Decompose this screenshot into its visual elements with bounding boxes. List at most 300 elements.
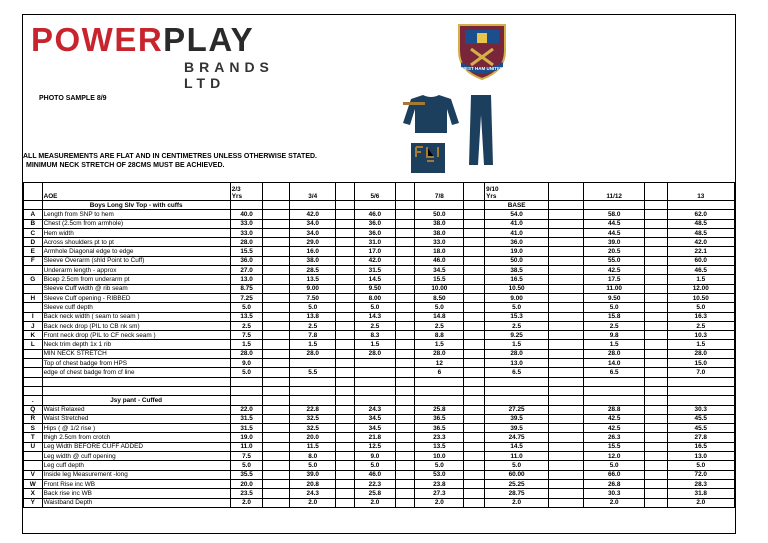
measurement-cell [395,442,415,451]
size-header-cell [549,183,584,201]
measurement-cell [645,433,667,442]
measurement-cell: 2.5 [415,321,464,330]
measurement-cell [464,424,485,433]
measurement-cell [263,442,290,451]
table-row [24,368,735,377]
row-letter: . [24,396,43,405]
measurement-cell [464,228,485,237]
row-label: Waist Relaxed [42,405,230,414]
measurement-cell: 9.00 [485,293,549,302]
row-letter [24,266,43,275]
measurement-cell: 5.0 [230,461,263,470]
table-row [24,386,735,395]
size-header-cell [336,183,355,201]
measurement-cell: 20.0 [230,479,263,488]
row-letter: S [24,424,43,433]
measurement-cell: 2.5 [230,321,263,330]
measurement-cell [549,238,584,247]
table-row [24,424,735,433]
measurement-cell [464,461,485,470]
measurement-cell: 2.5 [355,321,396,330]
measurement-cell: 28.0 [667,349,734,358]
measurement-cell: 5.5 [290,368,336,377]
measurement-cell [230,396,263,405]
measurement-cell [645,386,667,395]
measurement-cell [263,321,290,330]
table-row [24,321,735,330]
measurement-cell: 13.0 [667,452,734,461]
measurement-cell [645,303,667,312]
measurement-cell: 6 [415,368,464,377]
row-label: Sleeve Overarm (shld Point to Cuff) [42,256,230,265]
measurement-cell: 28.75 [485,489,549,498]
measurement-cell: 33.0 [230,228,263,237]
measurement-cell: 22.8 [290,405,336,414]
size-header-cell: 13 [667,183,734,201]
measurement-cell: 5.0 [230,303,263,312]
measurement-cell [336,284,355,293]
row-letter: W [24,479,43,488]
measurement-cell [355,359,396,368]
measurement-cell: 2.5 [290,321,336,330]
measurement-cell [263,210,290,219]
measurement-cell [645,405,667,414]
measurement-cell [549,331,584,340]
measurement-cell [549,470,584,479]
row-label: Leg width @ cuff opening [42,452,230,461]
measurement-cell [645,256,667,265]
measurement-cell [464,442,485,451]
measurement-cell: 27.3 [415,489,464,498]
measurement-cell [395,331,415,340]
row-label: edge of chest badge from cf line [42,368,230,377]
measurement-cell [263,386,290,395]
measurement-cell [415,201,464,210]
measurement-cell: 1.5 [583,340,645,349]
measurement-cell [549,340,584,349]
measurement-cell: 28.0 [230,349,263,358]
measurement-cell [336,414,355,423]
measurement-cell [395,396,415,405]
row-label: Jsy pant - Cuffed [42,396,230,405]
measurement-cell: 50.0 [415,210,464,219]
measurement-cell [336,461,355,470]
row-label: Boys Long Slv Top - with cuffs [42,201,230,210]
measurement-cell: 28.8 [583,405,645,414]
measurement-cell [263,201,290,210]
logo-power: POWER [31,21,164,58]
measurement-cell: 23.5 [230,489,263,498]
measurement-cell: 22.1 [667,247,734,256]
measurement-cell [645,293,667,302]
table-row [24,340,735,349]
table-row [24,238,735,247]
measurement-cell: 29.0 [290,238,336,247]
measurement-cell [263,452,290,461]
measurement-cell: 9.0 [355,452,396,461]
size-header-cell [645,183,667,201]
measurement-cell [464,498,485,507]
row-label: Bicep 2.5cm from underarm pt [42,275,230,284]
measurement-cell [464,266,485,275]
table-row [24,442,735,451]
measurement-cell: 39.5 [485,424,549,433]
measurement-cell: 21.8 [355,433,396,442]
measurement-cell: 26.8 [583,479,645,488]
measurement-cell: 12.00 [667,284,734,293]
badge-icon [411,143,445,173]
measurement-cell [263,293,290,302]
measurement-cell: 24.3 [290,489,336,498]
measurement-cell [230,377,263,386]
measurement-cell [395,266,415,275]
measurement-cell [549,479,584,488]
size-header-cell [464,183,485,201]
note-line-2: MINIMUM NECK STRETCH OF 28CMS MUST BE ACHIEVED. [26,162,225,169]
row-letter: A [24,210,43,219]
measurement-cell [549,386,584,395]
measurement-cell: 14.8 [415,312,464,321]
row-letter [24,303,43,312]
measurement-cell [263,275,290,284]
measurement-cell [336,489,355,498]
measurement-cell [464,312,485,321]
table-row [24,414,735,423]
measurement-cell [464,396,485,405]
measurement-cell: 39.0 [290,470,336,479]
measurement-cell [415,377,464,386]
measurement-cell: 33.0 [230,219,263,228]
measurement-cell: 28.0 [230,238,263,247]
row-letter: E [24,247,43,256]
measurement-cell: 13.5 [230,312,263,321]
size-header-cell: 11/12 [583,183,645,201]
measurement-cell [263,396,290,405]
measurement-cell: 2.0 [583,498,645,507]
measurement-cell: 44.5 [583,219,645,228]
measurement-cell: 11.0 [485,452,549,461]
measurement-cell: 24.75 [485,433,549,442]
measurement-cell: 7.8 [290,331,336,340]
row-label: Back rise inc WB [42,489,230,498]
measurement-cell [355,386,396,395]
measurement-cell [263,312,290,321]
measurement-cell: 8.75 [230,284,263,293]
measurement-cell: 33.0 [415,238,464,247]
measurement-cell: 38.0 [415,219,464,228]
measurement-cell [549,266,584,275]
measurement-cell: 34.0 [290,219,336,228]
measurement-cell: 5.0 [583,461,645,470]
size-header-cell: 2/3 Yrs [230,183,263,201]
measurement-cell [549,489,584,498]
row-letter [24,461,43,470]
measurement-cell: 30.3 [583,489,645,498]
measurement-cell: 23.8 [415,479,464,488]
row-label: Front neck drop (PIL to CF neck seam ) [42,331,230,340]
measurement-cell: 1.5 [230,340,263,349]
measurement-cell [336,219,355,228]
measurement-cell: 11.00 [583,284,645,293]
measurement-cell [485,386,549,395]
measurement-cell: 38.0 [415,228,464,237]
measurement-cell [667,396,734,405]
row-letter: K [24,331,43,340]
table-row [24,247,735,256]
measurement-cell [336,359,355,368]
measurement-cell [645,368,667,377]
measurement-cell [263,433,290,442]
measurement-cell: 14.5 [485,442,549,451]
measurement-cell [645,228,667,237]
measurement-cell [464,433,485,442]
measurement-cell: 72.0 [667,470,734,479]
measurement-cell [395,201,415,210]
row-label: Leg cuff depth [42,461,230,470]
measurement-cell [263,414,290,423]
measurement-cell [464,340,485,349]
table-row [24,461,735,470]
row-letter: T [24,433,43,442]
row-letter: Y [24,498,43,507]
measurement-cell: 16.3 [667,312,734,321]
measurement-cell [464,452,485,461]
measurement-cell [263,247,290,256]
row-letter: U [24,442,43,451]
measurement-cell [645,210,667,219]
measurement-cell [395,228,415,237]
measurement-cell: 35.5 [230,470,263,479]
measurement-cell [667,386,734,395]
measurement-cell [395,386,415,395]
measurement-cell: 15.8 [583,312,645,321]
measurement-cell [336,275,355,284]
measurement-cell: 15.5 [415,275,464,284]
measurement-cell: 8.3 [355,331,396,340]
measurement-cell: 42.5 [583,414,645,423]
measurement-cell [549,377,584,386]
measurement-cell [263,303,290,312]
measurement-cell [645,275,667,284]
measurement-cell [645,479,667,488]
table-row [24,470,735,479]
measurement-cell: 39.5 [485,414,549,423]
measurement-cell [645,238,667,247]
size-header-cell: 9/10 Yrs [485,183,549,201]
table-row [24,489,735,498]
measurement-cell: 36.5 [415,424,464,433]
header-label-cell: AOE [42,183,230,201]
measurement-cell: 14.3 [355,312,396,321]
measurement-cell [336,247,355,256]
note-line-1: ALL MEASUREMENTS ARE FLAT AND IN CENTIMETRES UNLESS OTHERWISE STATED. [23,153,318,160]
measurement-cell: 39.0 [583,238,645,247]
measurement-cell [336,349,355,358]
measurement-cell [645,377,667,386]
measurement-cell: 28.0 [583,349,645,358]
measurement-cell: 31.5 [230,414,263,423]
measurement-cell [336,201,355,210]
measurement-cell [395,340,415,349]
measurement-cell [549,312,584,321]
row-letter: H [24,293,43,302]
measurement-cell [336,470,355,479]
measurement-cell: 25.25 [485,479,549,488]
measurement-cell [415,386,464,395]
measurement-cell: 9.50 [583,293,645,302]
row-letter [24,201,43,210]
measurement-cell [645,247,667,256]
measurement-cell: 31.0 [355,238,396,247]
measurement-cell [395,470,415,479]
table-row [24,331,735,340]
measurement-cell: 34.5 [415,266,464,275]
measurement-cell: 20.8 [290,479,336,488]
row-letter: Q [24,405,43,414]
measurement-cell: 2.0 [485,498,549,507]
measurement-cell: 45.5 [667,424,734,433]
measurement-cell [645,321,667,330]
photo-sample-label: PHOTO SAMPLE 8/9 [39,95,107,102]
row-letter: R [24,414,43,423]
measurement-cell [464,238,485,247]
row-label: Back neck drop (PIL to CB nk sm) [42,321,230,330]
measurement-cell [263,284,290,293]
measurement-cell [336,377,355,386]
measurement-cell: 31.8 [667,489,734,498]
measurement-cell [415,396,464,405]
measurement-cell: 10.50 [485,284,549,293]
row-label: Chest (2.5cm from armhole) [42,219,230,228]
measurement-cell [336,321,355,330]
measurement-cell: 12.5 [355,442,396,451]
measurement-cell [336,396,355,405]
row-letter: B [24,219,43,228]
measurement-cell [395,238,415,247]
size-header-cell: 5/6 [355,183,396,201]
measurement-cell [549,452,584,461]
measurement-cell [645,349,667,358]
measurement-cell: 1.5 [355,340,396,349]
measurement-cell [395,359,415,368]
measurement-cell: 9.8 [583,331,645,340]
measurement-cell: 22.0 [230,405,263,414]
measurement-cell: 15.5 [583,442,645,451]
pants-icon [469,95,493,165]
measurement-cell [290,377,336,386]
measurement-cell: 36.0 [485,238,549,247]
measurement-cell: 16.0 [290,247,336,256]
row-label: Waist Stretched [42,414,230,423]
measurement-cell: 15.0 [667,359,734,368]
measurement-cell [230,201,263,210]
measurement-cell [549,210,584,219]
measurement-cell [464,247,485,256]
measurement-cell: 44.5 [583,228,645,237]
measurement-cell [645,340,667,349]
measurement-cell [355,377,396,386]
measurement-cell: 17.5 [583,275,645,284]
measurement-cell: 2.0 [230,498,263,507]
logo-subtitle: BRANDS LTD [184,59,274,91]
measurement-cell: 28.0 [290,349,336,358]
table-row [24,210,735,219]
measurement-cell: 38.5 [485,266,549,275]
crest-text: WEST HAM UNITED [460,66,504,71]
row-letter [24,386,43,395]
measurement-cell: 42.5 [583,424,645,433]
measurement-cell: 42.0 [290,210,336,219]
measurement-cell: 13.5 [290,275,336,284]
row-label: Armhole Diagonal edge to edge [42,247,230,256]
measurement-cell [645,396,667,405]
measurement-cell: 2.5 [583,321,645,330]
measurement-cell [549,256,584,265]
measurement-cell [549,201,584,210]
row-letter: D [24,238,43,247]
measurement-cell [549,442,584,451]
powerplay-logo [31,21,301,91]
measurement-cell [290,201,336,210]
measurement-cell: 5.0 [667,461,734,470]
measurement-cell [464,414,485,423]
table-row [24,266,735,275]
row-label [42,377,230,386]
spec-sheet [22,14,736,534]
measurement-cell: 5.0 [290,303,336,312]
measurement-cell [549,228,584,237]
measurement-cell: 13.0 [230,275,263,284]
row-letter: C [24,228,43,237]
measurement-cell: 10.00 [415,284,464,293]
row-label: Inside leg Measurement -long [42,470,230,479]
measurement-cell [263,479,290,488]
measurement-cell: 30.3 [667,405,734,414]
measurement-cell [464,210,485,219]
measurement-cell: 28.0 [485,349,549,358]
measurement-cell [336,442,355,451]
measurement-cell [336,331,355,340]
measurement-cell: 46.0 [355,470,396,479]
measurement-cell: 20.5 [583,247,645,256]
measurement-cell [395,498,415,507]
measurement-cell [336,293,355,302]
measurement-cell [645,414,667,423]
measurement-cell: 20.0 [290,433,336,442]
measurement-cell: 1.5 [290,340,336,349]
table-header-row [24,183,735,201]
measurement-cell: 8.00 [355,293,396,302]
measurement-cell: 15.5 [230,247,263,256]
logo-play: PLAY [163,21,255,58]
measurement-cell [395,256,415,265]
row-label: Back neck width ( seam to seam ) [42,312,230,321]
table-row [24,228,735,237]
measurement-cell: 13.8 [290,312,336,321]
measurement-cell: 50.0 [485,256,549,265]
measurement-cell [355,201,396,210]
measurement-cell: 28.0 [415,349,464,358]
measurement-cell [395,405,415,414]
measurement-cell [290,386,336,395]
row-letter: F [24,256,43,265]
measurement-cell [263,377,290,386]
measurement-cell: 36.0 [355,219,396,228]
table-row [24,303,735,312]
measurement-cell [464,284,485,293]
measurement-cell: 48.5 [667,219,734,228]
measurement-cell [263,331,290,340]
